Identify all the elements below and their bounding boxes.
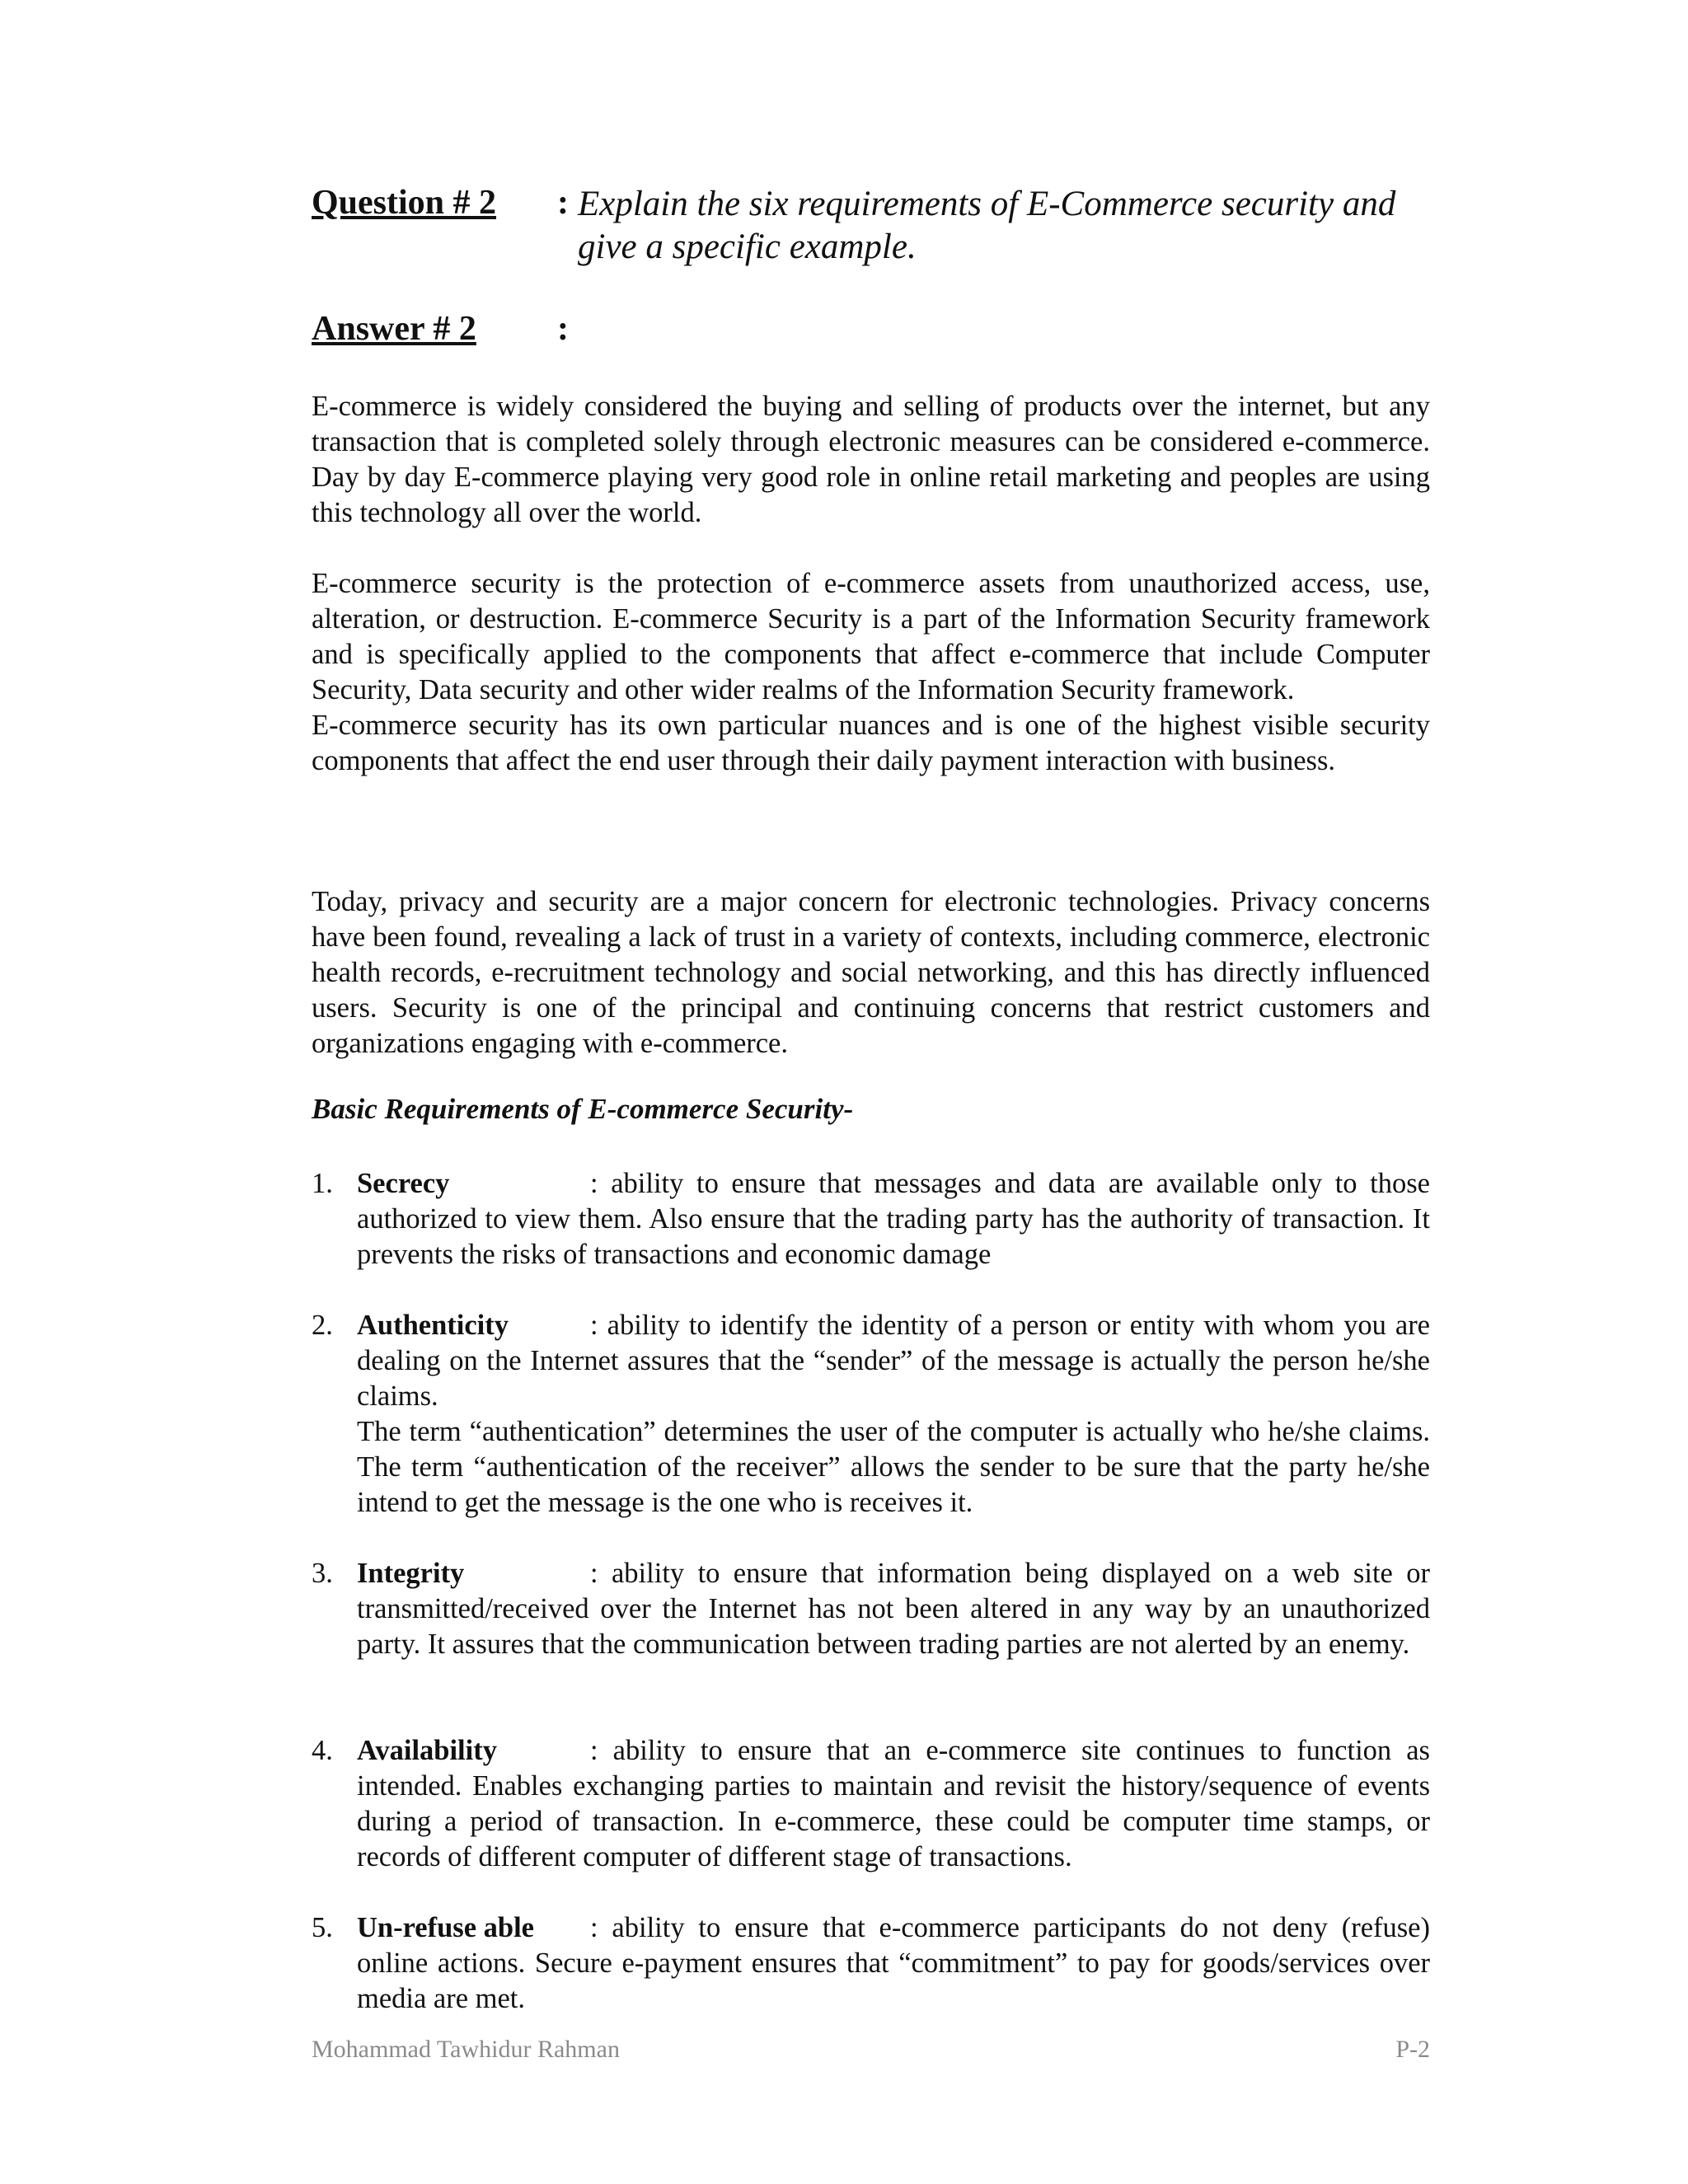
requirement-term: Secrecy xyxy=(357,1168,450,1199)
requirement-term: Un-refuse able xyxy=(357,1912,534,1943)
requirement-term: Integrity xyxy=(357,1558,465,1589)
section-heading: Basic Requirements of E-commerce Security- xyxy=(312,1093,854,1125)
page-number: P-2 xyxy=(1395,2036,1430,2063)
paragraph-text: Today, privacy and security are a major concern for electronic technologies. Privacy concerns have been found, revealing a lack of trust in a variety of contexts, including commerce, electronic health records, e-recruitment technology and social networking, and this has directly influenced users. Security is one of the principal and continuing concerns that restrict customers and organizations engaging with e-commerce. xyxy=(312,886,1430,1059)
question-colon: : xyxy=(557,184,569,222)
requirement-number: 2. xyxy=(312,1310,333,1341)
answer-label: Answer # 2 xyxy=(312,310,476,348)
requirement-text: : ability to ensure that information being displayed on a web site or transmitted/received over the Internet has not been altered in any way by an unauthorized party. It assures that the communication between trading parties are not alerted by an enemy. xyxy=(357,1558,1430,1660)
requirement-text: : ability to identify the identity of a person or entity with whom you are dealing on the Internet assures that the “sender” of the message is actually the person he/she claims. xyxy=(357,1310,1430,1412)
requirement-extra-text: The term “authentication” determines the user of the computer is actually who he/she claims. The term “authentication of the receiver” allows the sender to be sure that the party he/she intend to get the message is the one who is receives it. xyxy=(357,1416,1430,1518)
requirement-text: : ability to ensure that an e-commerce site continues to function as intended. Enables exchanging parties to maintain and revisit the history/sequence of events during a period of transaction. In e-commerce, these could be computer time stamps, or records of different computer of different stage of transactions. xyxy=(357,1735,1430,1872)
paragraph-text: E-commerce is widely considered the buying and selling of products over the internet, but any transaction that is completed solely through electronic measures can be considered e-commerce. Day by day E-commerce playing very good role in online retail marketing and peoples are using this technology all over the world. xyxy=(312,391,1430,528)
requirement-text: : ability to ensure that messages and data are available only to those authorized to view them. Also ensure that the trading party has the authority of transaction. It prevents the risks of transactions and economic damage xyxy=(357,1168,1430,1270)
requirement-text: : ability to ensure that e-commerce participants do not deny (refuse) online actions. Secure e-payment ensures that “commitment” to pay for goods/services over media are met. xyxy=(357,1912,1430,2014)
requirement-term: Availability xyxy=(357,1735,497,1766)
requirement-term: Authenticity xyxy=(357,1310,509,1341)
paragraph-security-definition xyxy=(312,566,1430,779)
answer-colon: : xyxy=(557,310,569,348)
paragraph-privacy xyxy=(312,884,1430,1062)
requirement-number: 3. xyxy=(312,1558,333,1589)
requirement-number: 5. xyxy=(312,1912,333,1943)
paragraph-text: E-commerce security has its own particular nuances and is one of the highest visible security components that affect the end user through their daily payment interaction with business. xyxy=(312,710,1430,776)
question-label: Question # 2 xyxy=(312,184,497,222)
requirement-number: 1. xyxy=(312,1168,333,1199)
footer-author: Mohammad Tawhidur Rahman xyxy=(312,2036,620,2063)
paragraph-text: E-commerce security is the protection of e-commerce assets from unauthorized access, use, alteration, or destruction. E-commerce Security is a part of the Information Security framework and is specifically applied to the components that affect e-commerce that include Computer Security, Data security and other wider realms of the Information Security framework. xyxy=(312,568,1430,705)
requirement-number: 4. xyxy=(312,1735,333,1766)
paragraph-intro xyxy=(312,389,1430,531)
question-text: Explain the six requirements of E-Commerce security and give a specific example. xyxy=(578,185,1396,266)
